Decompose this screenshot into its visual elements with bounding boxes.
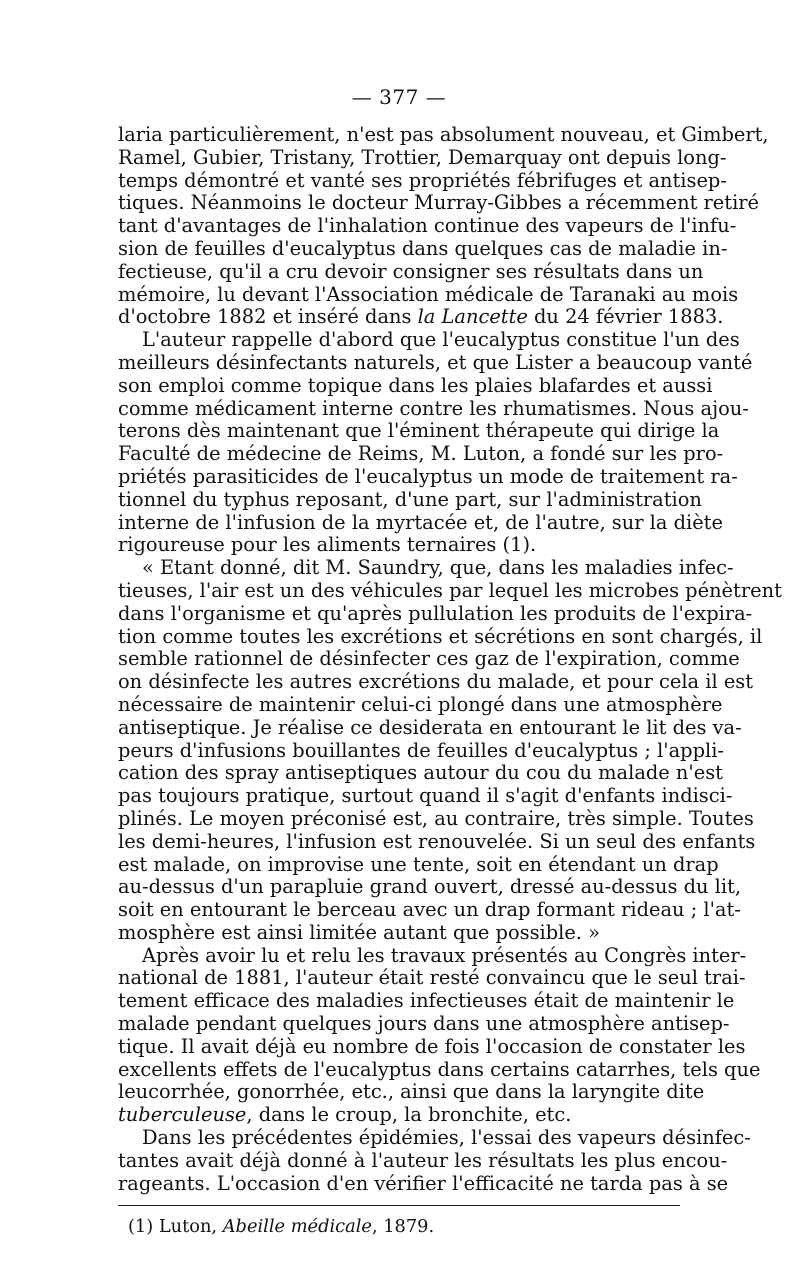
- text-line: tion comme toutes les excrétions et sécrétions en sont chargés, il: [118, 624, 763, 648]
- text-line: antiseptique. Je réalise ce desiderata en entourant le lit des va-: [118, 715, 742, 739]
- text-line: interne de l'infusion de la myrtacée et, de l'autre, sur la diète: [118, 510, 723, 534]
- text-line: dans l'organisme et qu'après pullulation les produits de l'expira-: [118, 601, 753, 625]
- paragraph-end-line: tuberculeuse, dans le croup, la bronchite, etc.: [118, 1103, 572, 1127]
- text-line: malade pendant quelques jours dans une atmosphère antisep-: [118, 1012, 730, 1036]
- text-line: tieuses, l'air est un des véhicules par lequel les microbes pénètrent: [118, 578, 782, 602]
- book-page: [118, 85, 782, 1238]
- text-line: pas toujours pratique, surtout quand il s'agit d'enfants indisci-: [118, 784, 733, 808]
- text-line: Faculté de médecine de Reims, M. Luton, a fondé sur les pro-: [118, 442, 724, 466]
- text-line: meilleurs désinfectants naturels, et que Lister a beaucoup vanté: [118, 350, 753, 374]
- text-line: au-dessus d'un parapluie grand ouvert, dressé au-dessus du lit,: [118, 875, 742, 899]
- journal-title: la Lancette: [417, 305, 528, 329]
- italic-term: tuberculeuse: [118, 1103, 247, 1127]
- text-line: laria particulièrement, n'est pas absolument nouveau, et Gimbert,: [118, 123, 769, 146]
- quote-start-line: « Etant donné, dit M. Saundry, que, dans les maladies infec-: [142, 556, 734, 580]
- text-line: tique. Il avait déjà eu nombre de fois l'occasion de constater les: [118, 1034, 746, 1058]
- paragraph-end-line: mosphère est ainsi limitée autant que possible. »: [118, 920, 601, 944]
- text-line: plinés. Le moyen préconisé est, au contraire, très simple. Toutes: [118, 806, 754, 830]
- text-line: cation des spray antiseptiques autour du cou du malade n'est: [118, 761, 723, 785]
- text-line: tantes avait déjà donné à l'auteur les résultats les plus encou-: [118, 1148, 728, 1172]
- text-line: son emploi comme topique dans les plaies blafardes et aussi: [118, 373, 713, 397]
- paragraph-end-line: d'octobre 1882 et inséré dans la Lancette du 24 février 1883.: [118, 305, 724, 329]
- text-line: semble rationnel de désinfecter ces gaz de l'expiration, comme: [118, 647, 740, 671]
- text-line: mémoire, lu devant l'Association médicale de Taranaki au mois: [118, 282, 739, 306]
- text-line: les demi-heures, l'infusion est renouvelée. Si un seul des enfants: [118, 829, 756, 853]
- text-line: terons dès maintenant que l'éminent thérapeute qui dirige la: [118, 419, 720, 443]
- text-line: leucorrhée, gonorrhée, etc., ainsi que dans la laryngite dite: [118, 1080, 705, 1104]
- text-line: peurs d'infusions bouillantes de feuilles d'eucalyptus ; l'appli-: [118, 738, 724, 762]
- text-line: comme médicament interne contre les rhumatismes. Nous ajou-: [118, 396, 749, 420]
- text-line: national de 1881, l'auteur était resté convaincu que le seul trai-: [118, 966, 746, 990]
- page-number: — 377 —: [351, 85, 447, 109]
- text-line: Ramel, Gubier, Tristany, Trottier, Demarquay ont depuis long-: [118, 145, 727, 169]
- footnote-divider: [118, 1205, 680, 1206]
- paragraph-start-line: L'auteur rappelle d'abord que l'eucalyptus constitue l'un des: [142, 328, 740, 352]
- text-line: fectieuse, qu'il a cru devoir consigner ses résultats dans un: [118, 259, 704, 283]
- text-line: nécessaire de maintenir celui-ci plongé dans une atmosphère: [118, 692, 723, 716]
- text-line: tiques. Néanmoins le docteur Murray-Gibbes a récemment retiré: [118, 191, 760, 215]
- text-line: tement efficace des maladies infectieuses était de maintenir le: [118, 989, 735, 1013]
- text-line: tant d'avantages de l'inhalation continue des vapeurs de l'infu-: [118, 214, 737, 238]
- body-text: [118, 123, 782, 1195]
- text-line: rageants. L'occasion d'en vérifier l'efficacité ne tarda pas à se: [118, 1171, 729, 1195]
- text-line: soit en entourant le berceau avec un drap formant rideau ; l'at-: [118, 898, 741, 922]
- paragraph-start-line: Dans les précédentes épidémies, l'essai des vapeurs désinfec-: [142, 1126, 751, 1150]
- text-line: tionnel du typhus reposant, d'une part, sur l'administration: [118, 487, 702, 511]
- paragraph-end-line: rigoureuse pour les aliments ternaires (1).: [118, 533, 537, 557]
- text-line: excellents effets de l'eucalyptus dans certains catarrhes, tels que: [118, 1057, 761, 1081]
- text-line: on désinfecte les autres excrétions du malade, et pour cela il est: [118, 670, 754, 694]
- paragraph-start-line: Après avoir lu et relu les travaux présentés au Congrès inter-: [142, 943, 747, 967]
- footnote: (1) Luton, Abeille médicale, 1879.: [128, 1216, 435, 1238]
- text-line: priétés parasiticides de l'eucalyptus un mode de traitement ra-: [118, 464, 738, 488]
- text-line: est malade, on improvise une tente, soit en étendant un drap: [118, 852, 719, 876]
- text-line: temps démontré et vanté ses propriétés fébrifuges et antisep-: [118, 168, 727, 192]
- footnote-journal-title: Abeille médicale: [222, 1216, 372, 1238]
- text-line: sion de feuilles d'eucalyptus dans quelques cas de maladie in-: [118, 236, 728, 260]
